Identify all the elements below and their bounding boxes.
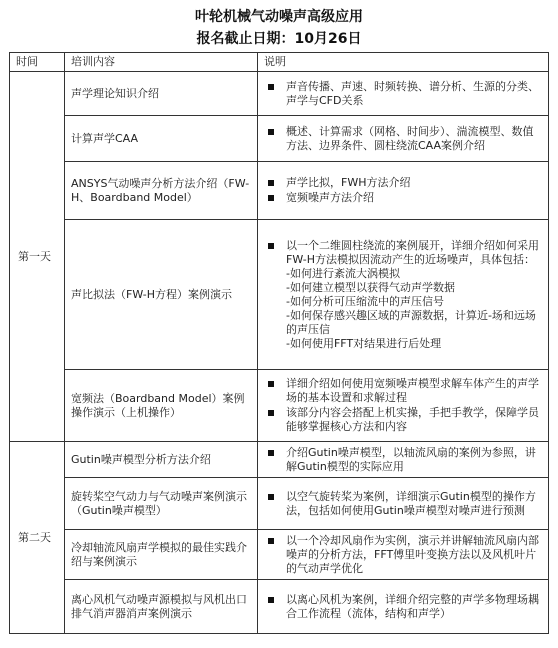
header-desc: 说明 [258,53,549,72]
day-label: 第一天 [10,72,65,442]
desc-cell [258,116,549,162]
content-cell: 离心风机气动噪声源模拟与风机出口排气消声器消声案例演示 [65,580,258,634]
registration-deadline: 报名截止日期：10月26日 [196,31,362,47]
sub-item: -如何建立模型以获得气动声学数据 [286,280,455,294]
list-item: 以一个冷却风扇作为实例，演示并讲解轴流风扇内部噪声的分析方法，FFT傅里叶变换方法以及风机叶片的气动声学优化 [264,534,542,576]
table-row [10,580,549,634]
table-row [10,162,549,220]
content-cell: 冷却轴流风扇声学模拟的最佳实践介绍与案例演示 [65,530,258,580]
table-header-row [10,53,549,72]
bullet-icon [268,410,274,416]
list-item: 声音传播、声速、时频转换、谱分析、生源的分类、声学与CFD关系 [264,80,542,108]
desc-cell [258,442,549,478]
table-row [10,72,549,116]
table-row [10,530,549,580]
table-row [10,442,549,478]
list-item: 以离心风机为案例，详细介绍完整的声学多物理场耦合工作流程（流体，结构和声学） [264,593,542,621]
schedule-table [9,52,549,634]
header-content: 培训内容 [65,53,258,72]
day-label: 第二天 [10,442,65,634]
content-cell: 旋转桨空气动力与气动噪声案例演示（Gutin噪声模型） [65,478,258,530]
header-time: 时间 [10,53,65,72]
bullet-icon [268,84,274,90]
bullet-icon [268,195,274,201]
bullet-icon [268,243,274,249]
desc-cell [258,478,549,530]
content-cell: ANSYS气动噪声分析方法介绍（FW-H、Boardband Model） [65,162,258,220]
document-title: 叶轮机械气动噪声高级应用 [195,9,363,25]
list-item: 以空气旋转桨为案例，详细演示Gutin模型的操作方法，包括如何使用Gutin噪声模型对噪声进行预测 [264,490,542,518]
sub-item: -如何使用FFT对结果进行后处理 [286,336,442,350]
content-cell: 计算声学CAA [65,116,258,162]
bullet-icon [268,450,274,456]
bullet-icon [268,180,274,186]
bullet-icon [268,494,274,500]
content-cell: Gutin噪声模型分析方法介绍 [65,442,258,478]
list-item: 宽频噪声方法介绍 [264,191,542,205]
bullet-icon [268,381,274,387]
bullet-icon [268,538,274,544]
content-cell: 宽频法（Boardband Model）案例操作演示（上机操作） [65,370,258,442]
desc-cell [258,530,549,580]
list-item: 介绍Gutin噪声模型，以轴流风扇的案例为参照，讲解Gutin模型的实际应用 [264,446,542,474]
list-item: 声学比拟，FWH方法介绍 [264,176,542,190]
list-item: 该部分内容会搭配上机实操，手把手教学，保障学员能够掌握核心方法和内容 [264,406,542,434]
content-cell: 声比拟法（FW-H方程）案例演示 [65,220,258,370]
table-row [10,370,549,442]
table-row [10,116,549,162]
desc-cell [258,162,549,220]
desc-cell [258,580,549,634]
list-item: 以一个二维圆柱绕流的案例展开，详细介绍如何采用FW-H方法模拟因流动产生的近场噪声，具体包括： [264,239,542,267]
content-cell: 声学理论知识介绍 [65,72,258,116]
desc-cell [258,72,549,116]
bullet-icon [268,129,274,135]
list-item: 概述、计算需求（网格、时间步）、湍流模型、数值方法、边界条件、圆柱绕流CAA案例介绍 [264,125,542,153]
bullet-icon [268,597,274,603]
sub-item: -如何保存感兴趣区域的声源数据，计算近-场和远场的声压信 [286,308,536,336]
table-row [10,478,549,530]
list-item: 详细介绍如何使用宽频噪声模型求解车体产生的声学场的基本设置和求解过程 [264,377,542,405]
sub-item: -如何分析可压缩流中的声压信号 [286,294,444,308]
desc-cell [258,220,549,370]
table-row [10,220,549,370]
desc-cell [258,370,549,442]
sub-item: -如何进行紊流大涡模拟 [286,266,400,280]
